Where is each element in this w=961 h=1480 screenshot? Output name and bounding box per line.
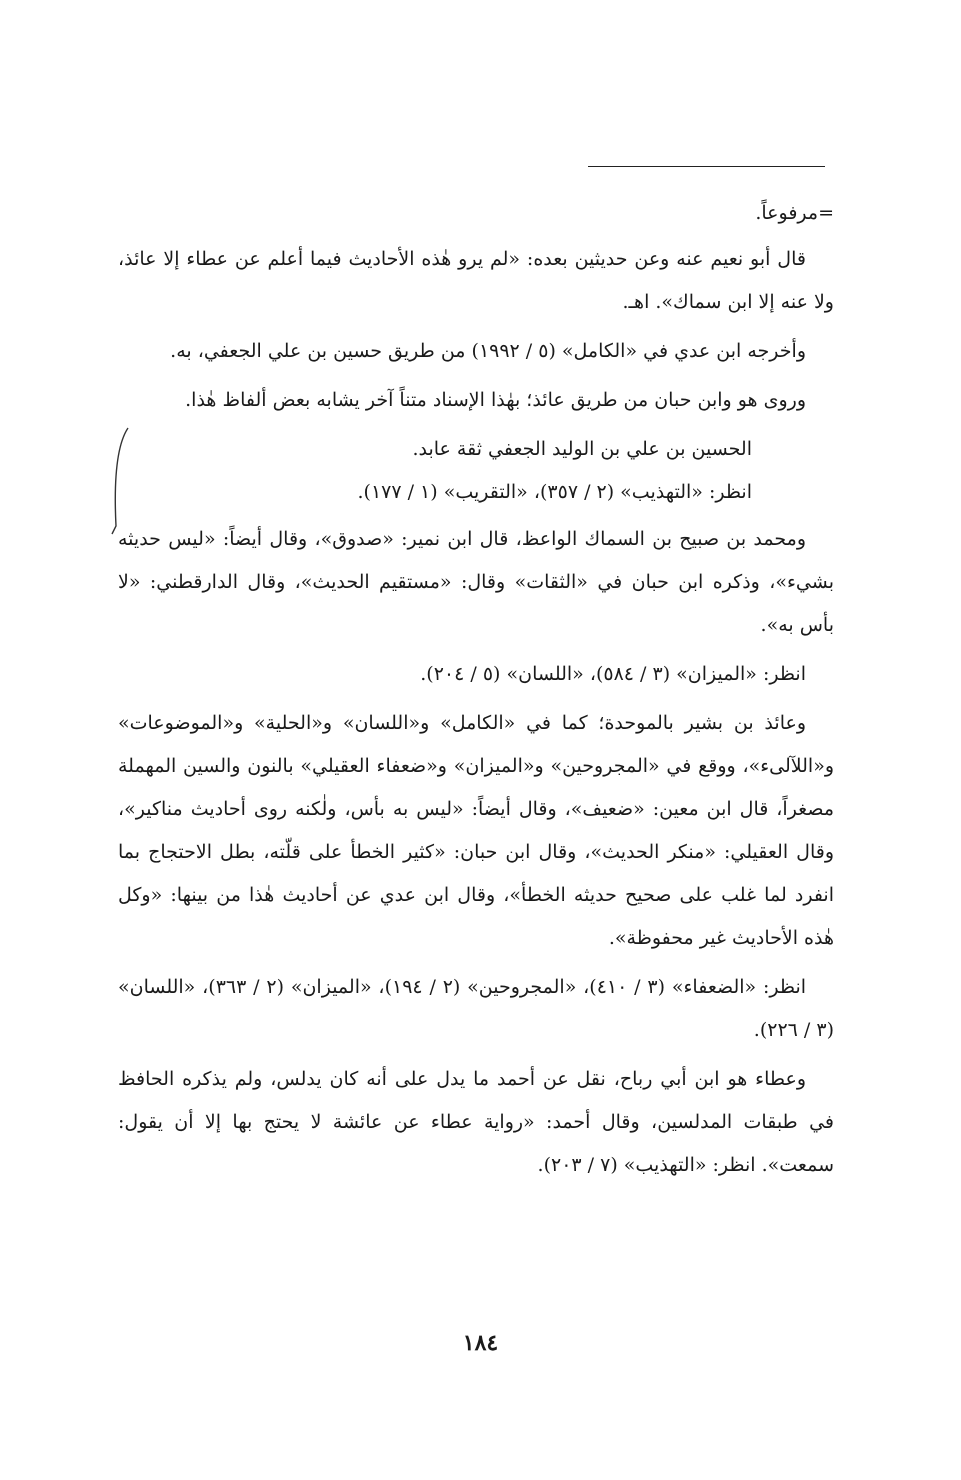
reference-line: انظر: «الميزان» (٣ / ٥٨٤)، «اللسان» (٥ / ٢٠٤).	[420, 663, 806, 685]
paragraph: وروى هو وابن حبان من طريق عائذ؛ بهٰذا الإسناد متناً آخر يشابه بعض ألفاظ هٰذا.	[185, 389, 806, 411]
reference-line: انظر: «الضعفاء» (٣ / ٤١٠)، «المجروحين» (٢ / ١٩٤)، «الميزان» (٢ / ٣٦٣)، «اللسان» (٣ / ٢٢٦).	[118, 976, 834, 1041]
note-line: الحسين بن علي بن الوليد الجعفي ثقة عابد.	[412, 438, 752, 460]
paragraph: وعائذ بن بشير بالموحدة؛ كما في «الكامل» و«اللسان» و«الحلية» و«الموضوعات» و«اللآلىء»، ووقع في «المجروحين» و«الميزان» و«ضعفاء العقيلي» بالنون والسين المهملة مصغراً، قال ابن معين: «ضعيف»، وقال أيضاً: «ليس به بأس، ولٰكنه روى أحاديث مناكير»، وقال العقيلي: «منكر الحديث»، وقال ابن حبان: «كثير الخطأ على قلّته، بطل الاحتجاج بما انفرد لما غلب على صحيح حديثه الخطأ»، وقال ابن عدي عن أحاديث هٰذا من بينها: «وكل هٰذه الأحاديث غير محفوظة».	[118, 712, 834, 949]
footnote-separator-rule	[588, 166, 825, 167]
note-reference: انظر: «التهذيب» (٢ / ٣٥٧)، «التقريب» (١ / ١٧٧).	[357, 481, 752, 503]
marginal-note	[118, 428, 834, 514]
paragraph: ومحمد بن صبيح بن السماك الواعظ، قال ابن نمير: «صدوق»، وقال أيضاً: «ليس حديثه بشيء»، وذكره ابن حبان في «الثقات» وقال: «مستقيم الحديث»، وقال الدارقطني: «لا بأس به».	[118, 528, 834, 636]
continued-paragraph: =مرفوعاً.	[755, 202, 834, 224]
paragraph: وعطاء هو ابن أبي رباح، نقل عن أحمد ما يدل على أنه كان يدلس، ولم يذكره الحافظ في طبقات المدلسين، وقال أحمد: «رواية عطاء عن عائشة لا يحتج بها إلا أن يقول: سمعت». انظر: «التهذيب» (٧ / ٢٠٣).	[118, 1068, 834, 1176]
handwritten-bracket-mark	[110, 426, 134, 538]
page-body	[118, 192, 834, 1193]
page-number: ١٨٤	[462, 1330, 499, 1356]
paragraph: وأخرجه ابن عدي في «الكامل» (٥ / ١٩٩٢) من طريق حسين بن علي الجعفي، به.	[170, 340, 806, 362]
paragraph: قال أبو نعيم عنه وعن حديثين بعده: «لم يرو هٰذه الأحاديث فيما أعلم عن عطاء إلا عائذ، ولا عنه إلا ابن سماك». اهـ.	[118, 248, 834, 313]
